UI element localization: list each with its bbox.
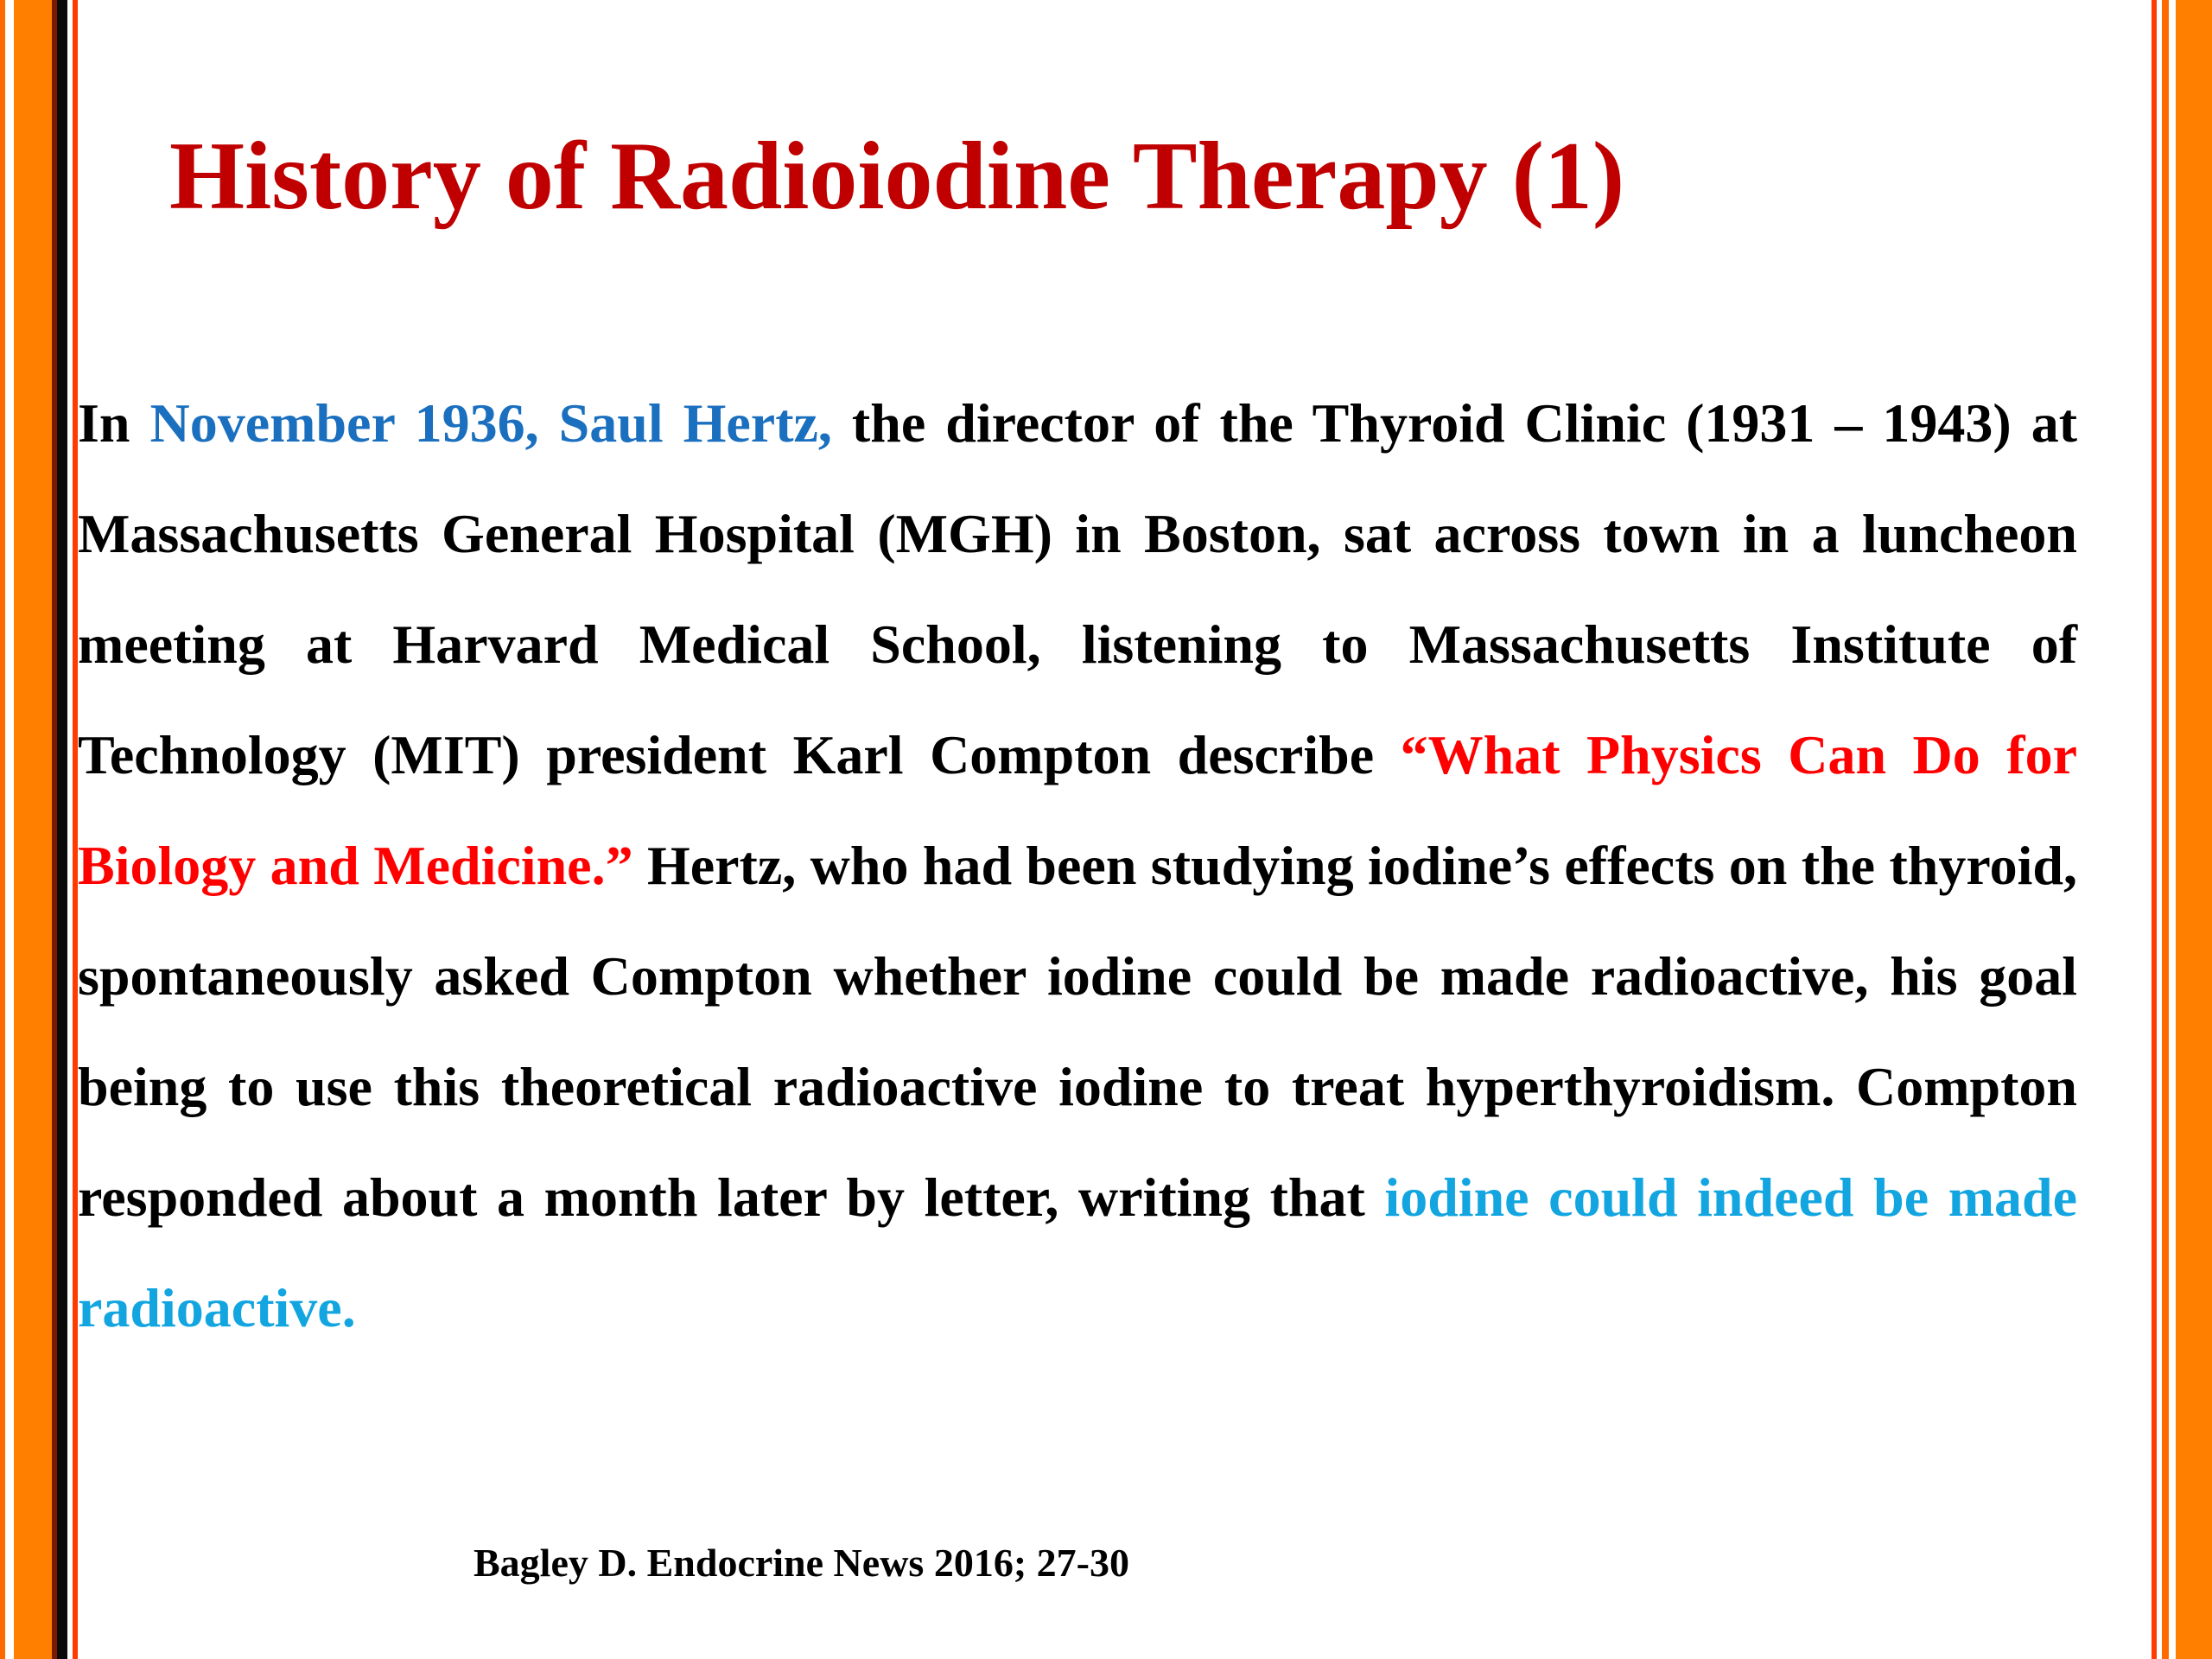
highlight-date-name: November 1936, Saul Hertz,	[149, 392, 832, 454]
highlight-conclusion: iodine could indeed be made radioactive.	[78, 1166, 2077, 1338]
right-border-stripe	[2176, 0, 2212, 1659]
left-border-stripe	[5, 0, 14, 1659]
left-border-stripe	[14, 0, 52, 1659]
right-border-stripe	[2169, 0, 2176, 1659]
right-border-stripe	[2162, 0, 2169, 1659]
left-border-stripe	[57, 0, 67, 1659]
citation: Bagley D. Endocrine News 2016; 27-30	[474, 1541, 1129, 1585]
body-text: the director of the Thyroid Clinic (1931 – 1943) at Massachusetts General Hospital (MGH) in Boston, sat across town in a luncheon meeting at Harvard Medical School, listening to Massachusetts Institute of Technology (MIT) president Karl Compton describe	[78, 392, 2078, 785]
slide-title: History of Radioiodine Therapy (1)	[169, 123, 1625, 230]
highlight-lecture-title: “What Physics Can Do for Biology and Medicine.”	[78, 724, 2078, 896]
body-text: Hertz, who had been studying iodine’s effects on the thyroid, spontaneously asked Compton whether iodine could be made radioactive, his goal being to use this theoretical radioactive iodine to treat hyperthyroidism. Compton responded about a month later by letter, writing that	[78, 835, 2077, 1228]
body-text: In	[78, 392, 150, 454]
body-paragraph	[78, 368, 2077, 1363]
